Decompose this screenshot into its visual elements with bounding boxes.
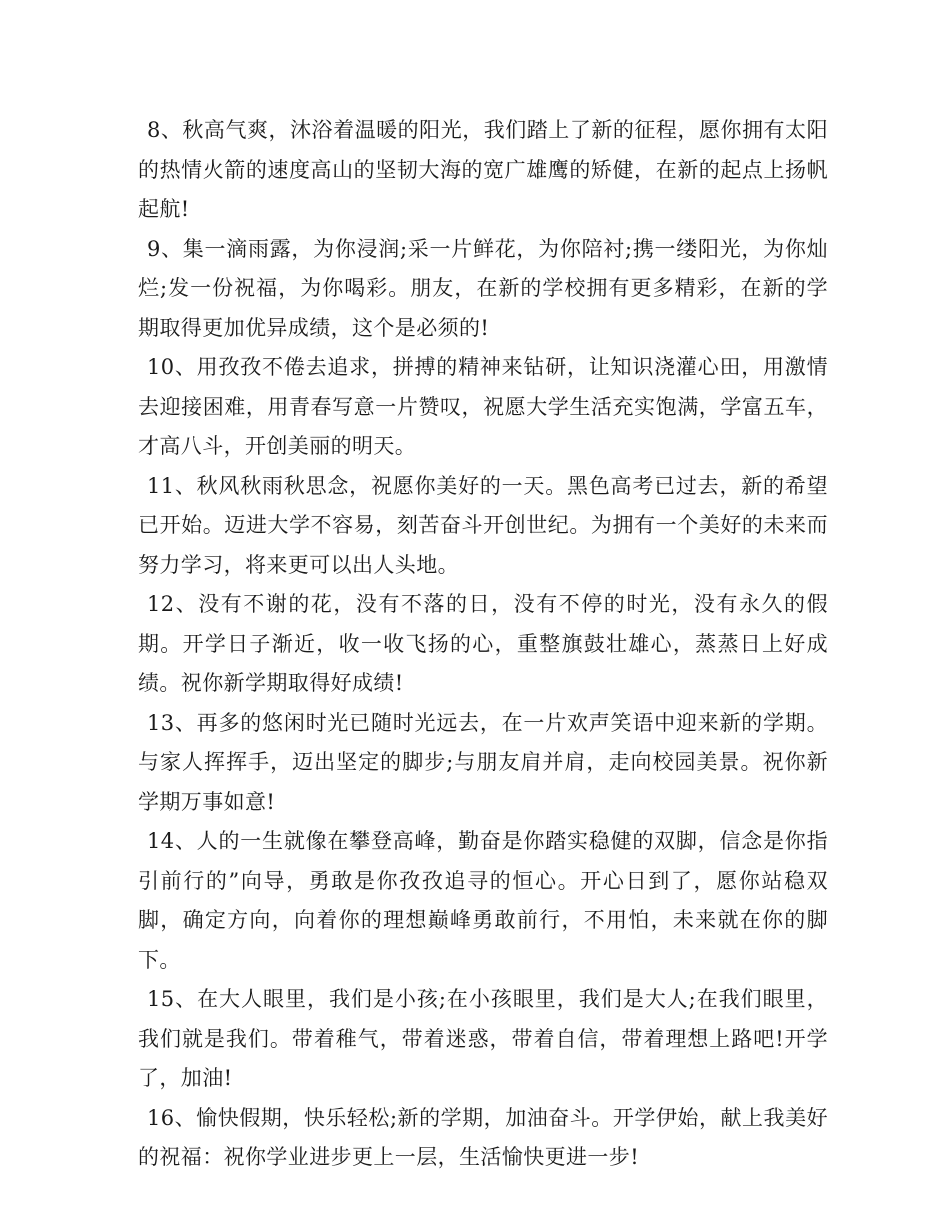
paragraph-12: 12、没有不谢的花，没有不落的日，没有不停的时光，没有永久的假期。开学日子渐近，收一收飞扬的心，重整旗鼓壮雄心，蒸蒸日上好成绩。祝你新学期取得好成绩! xyxy=(138,592,828,695)
document-body xyxy=(138,111,828,1178)
paragraph-13: 13、再多的悠闲时光已随时光远去，在一片欢声笑语中迎来新的学期。与家人挥挥手，迈出坚定的脚步;与朋友肩并肩，走向校园美景。祝你新学期万事如意! xyxy=(138,710,828,814)
paragraph-8: 8、秋高气爽，沐浴着温暖的阳光，我们踏上了新的征程，愿你拥有太阳的热情火箭的速度高山的坚韧大海的宽广雄鹰的矫健，在新的起点上扬帆起航! xyxy=(138,118,828,221)
paragraph-16: 16、愉快假期，快乐轻松;新的学期，加油奋斗。开学伊始，献上我美好的祝福：祝你学业进步更上一层，生活愉快更进一步! xyxy=(138,1105,828,1169)
paragraph-15: 15、在大人眼里，我们是小孩;在小孩眼里，我们是大人;在我们眼里，我们就是我们。带着稚气，带着迷惑，带着自信，带着理想上路吧!开学了，加油! xyxy=(138,987,828,1090)
paragraph-10: 10、用孜孜不倦去追求，拼搏的精神来钻研，让知识浇灌心田，用激情去迎接困难，用青春写意一片赞叹，祝愿大学生活充实饱满，学富五车，才高八斗，开创美丽的明天。 xyxy=(138,355,828,458)
paragraph-11: 11、秋风秋雨秋思念，祝愿你美好的一天。黑色高考已过去，新的希望已开始。迈进大学不容易，刻苦奋斗开创世纪。为拥有一个美好的未来而努力学习，将来更可以出人头地。 xyxy=(138,473,828,577)
paragraph-9: 9、集一滴雨露，为你浸润;采一片鲜花，为你陪衬;携一缕阳光，为你灿烂;发一份祝福，为你喝彩。朋友，在新的学校拥有更多精彩，在新的学期取得更加优异成绩，这个是必须的! xyxy=(138,236,828,340)
paragraph-14: 14、人的一生就像在攀登高峰，勤奋是你踏实稳健的双脚，信念是你指引前行的”向导，勇敢是你孜孜追寻的恒心。开心日到了，愿你站稳双脚，确定方向，向着你的理想巅峰勇敢前行，不用怕，未来就在你的脚下。 xyxy=(138,829,828,972)
